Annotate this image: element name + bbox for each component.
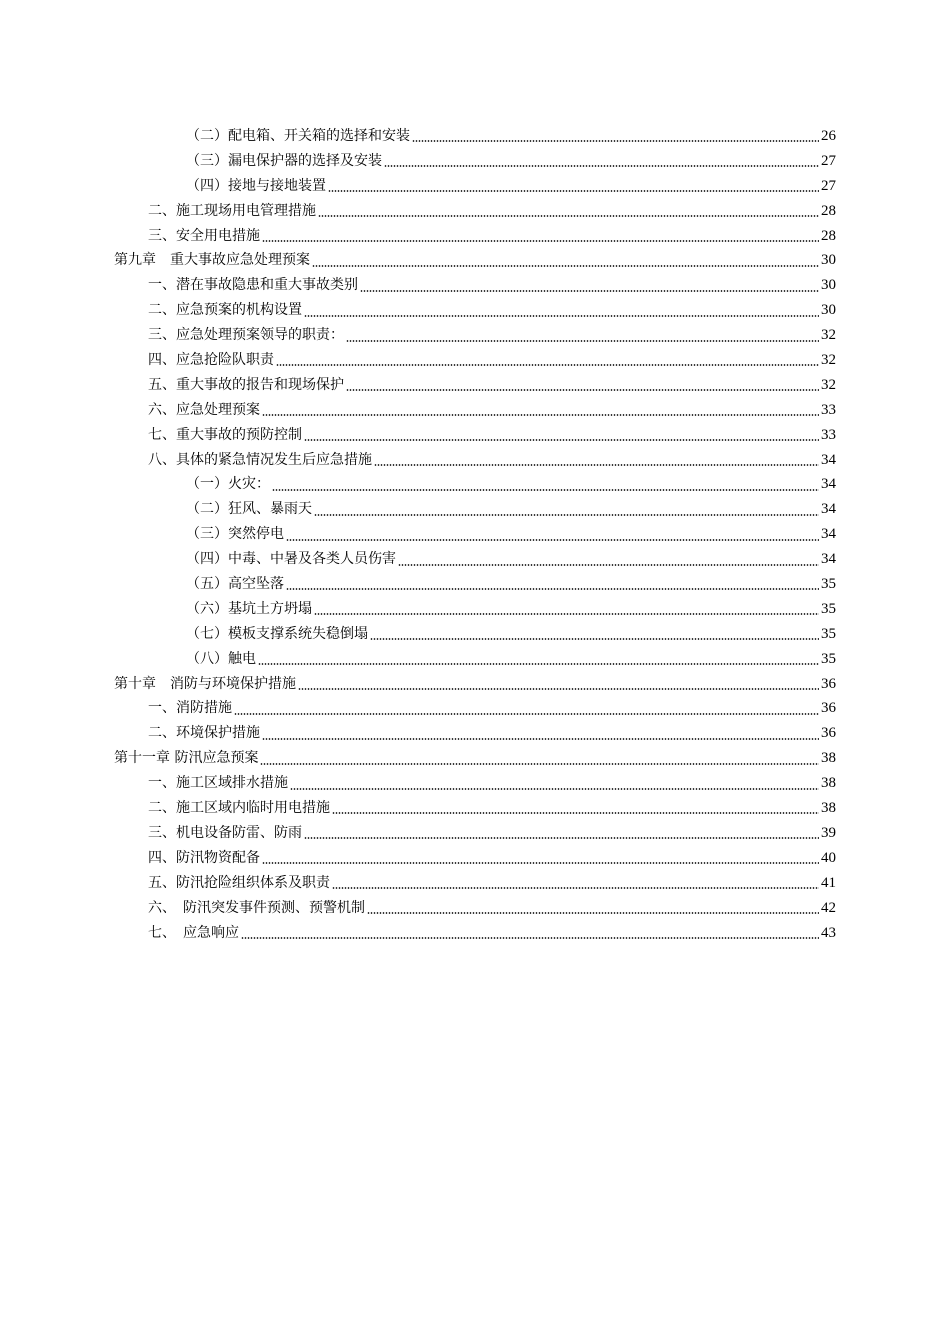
dot-leader (262, 738, 819, 740)
dot-leader (332, 812, 819, 814)
toc-entry-title: 五、防汛抢险组织体系及职责 (148, 871, 330, 896)
toc-entry-title: 二、施工现场用电管理措施 (148, 199, 316, 224)
toc-entry-title: （六）基坑土方坍塌 (186, 597, 312, 622)
dot-leader (398, 564, 819, 566)
toc-entry-page-number: 32 (821, 352, 836, 369)
toc-entry-page-number: 27 (821, 177, 836, 194)
dot-leader (314, 514, 819, 516)
toc-entry[interactable] (0, 696, 950, 721)
toc-entry[interactable] (0, 497, 950, 522)
toc-entry-page-number: 34 (821, 451, 836, 468)
toc-entry[interactable] (0, 174, 950, 199)
dot-leader (332, 887, 819, 889)
toc-entry[interactable] (0, 746, 950, 771)
toc-entry-page-number: 34 (821, 526, 836, 543)
toc-entry-title: 六、 防汛突发事件预测、预警机制 (148, 896, 365, 921)
toc-entry[interactable] (0, 846, 950, 871)
dot-leader (276, 364, 819, 366)
toc-entry-title: 三、安全用电措施 (148, 224, 260, 249)
dot-leader (298, 688, 819, 690)
toc-entry[interactable] (0, 622, 950, 647)
toc-entry[interactable] (0, 796, 950, 821)
toc-entry-page-number: 35 (821, 625, 836, 642)
dot-leader (258, 663, 819, 665)
toc-entry-title: 四、防汛物资配备 (148, 846, 260, 871)
dot-leader (328, 190, 819, 192)
dot-leader (262, 862, 819, 864)
dot-leader (384, 165, 819, 167)
toc-entry-page-number: 34 (821, 501, 836, 518)
toc-entry-title: （四）接地与接地装置 (186, 174, 326, 199)
dot-leader (234, 713, 819, 715)
toc-entry-title: 二、应急预案的机构设置 (148, 298, 302, 323)
toc-entry[interactable] (0, 248, 950, 273)
toc-entry-page-number: 33 (821, 426, 836, 443)
toc-entry-page-number: 40 (821, 849, 836, 866)
toc-entry[interactable] (0, 199, 950, 224)
dot-leader (304, 439, 819, 441)
toc-entry-page-number: 33 (821, 401, 836, 418)
toc-entry[interactable] (0, 572, 950, 597)
toc-entry[interactable] (0, 323, 950, 348)
toc-entry[interactable] (0, 298, 950, 323)
toc-entry[interactable] (0, 373, 950, 398)
dot-leader (367, 912, 819, 914)
toc-entry-title: 七、重大事故的预防控制 (148, 423, 302, 448)
toc-entry[interactable] (0, 472, 950, 497)
toc-entry[interactable] (0, 149, 950, 174)
toc-entry-page-number: 42 (821, 899, 836, 916)
toc-entry[interactable] (0, 921, 950, 946)
dot-leader (346, 389, 819, 391)
dot-leader (304, 837, 819, 839)
toc-entry[interactable] (0, 871, 950, 896)
toc-entry-title: 一、潜在事故隐患和重大事故类别 (148, 273, 358, 298)
toc-entry-title: 四、应急抢险队职责 (148, 348, 274, 373)
dot-leader (312, 265, 819, 267)
toc-entry-page-number: 27 (821, 152, 836, 169)
toc-entry[interactable] (0, 771, 950, 796)
toc-entry-page-number: 34 (821, 551, 836, 568)
dot-leader (314, 613, 819, 615)
toc-entry-page-number: 35 (821, 576, 836, 593)
toc-entry-title: 第十一章 防汛应急预案 (114, 746, 258, 771)
toc-entry-page-number: 43 (821, 924, 836, 941)
toc-entry-title: （二）狂风、暴雨天 (186, 497, 312, 522)
toc-entry-title: （三）突然停电 (186, 522, 284, 547)
dot-leader (286, 588, 819, 590)
toc-entry[interactable] (0, 896, 950, 921)
toc-entry-title: （四）中毒、中暑及各类人员伤害 (186, 547, 396, 572)
toc-entry-page-number: 28 (821, 202, 836, 219)
toc-entry-title: 一、消防措施 (148, 696, 232, 721)
toc-entry-title: 三、机电设备防雷、防雨 (148, 821, 302, 846)
dot-leader (370, 638, 819, 640)
toc-entry-title: 二、环境保护措施 (148, 721, 260, 746)
toc-entry[interactable] (0, 423, 950, 448)
toc-entry-page-number: 30 (821, 252, 836, 269)
toc-entry[interactable] (0, 597, 950, 622)
dot-leader (272, 489, 819, 491)
dot-leader (346, 340, 819, 342)
toc-entry-title: 七、 应急响应 (148, 921, 239, 946)
dot-leader (290, 788, 819, 790)
toc-entry-page-number: 34 (821, 476, 836, 493)
toc-entry[interactable] (0, 273, 950, 298)
toc-entry-page-number: 36 (821, 675, 836, 692)
toc-entry-title: （二）配电箱、开关箱的选择和安装 (186, 124, 410, 149)
toc-entry-page-number: 35 (821, 600, 836, 617)
toc-entry-title: （七）模板支撑系统失稳倒塌 (186, 622, 368, 647)
toc-entry-title: （八）触电 (186, 647, 256, 672)
dot-leader (360, 290, 819, 292)
toc-entry[interactable] (0, 398, 950, 423)
toc-entry-title: （一）火灾： (186, 472, 270, 497)
toc-entry-page-number: 26 (821, 128, 836, 144)
toc-entry-title: 八、具体的紧急情况发生后应急措施 (148, 448, 372, 473)
toc-entry-page-number: 28 (821, 227, 836, 244)
toc-entry-page-number: 36 (821, 725, 836, 742)
dot-leader (286, 539, 819, 541)
toc-entry-page-number: 32 (821, 327, 836, 344)
toc-entry[interactable] (0, 348, 950, 373)
toc-entry-title: （三）漏电保护器的选择及安装 (186, 149, 382, 174)
toc-entry-page-number: 30 (821, 277, 836, 294)
toc-entry[interactable] (0, 522, 950, 547)
toc-entry[interactable] (0, 672, 950, 697)
toc-entry-page-number: 36 (821, 700, 836, 717)
toc-entry-page-number: 35 (821, 650, 836, 667)
toc-entry[interactable] (0, 721, 950, 746)
toc-entry-title: 第九章 重大事故应急处理预案 (114, 248, 310, 273)
dot-leader (262, 414, 819, 416)
toc-entry[interactable] (0, 821, 950, 846)
toc-entry-page-number: 38 (821, 750, 836, 767)
toc-entry-title: （五）高空坠落 (186, 572, 284, 597)
toc-entry[interactable] (0, 124, 950, 149)
toc-entry[interactable] (0, 647, 950, 672)
dot-leader (318, 215, 819, 217)
toc-entry-title: 五、重大事故的报告和现场保护 (148, 373, 344, 398)
toc-entry-title: 一、施工区域排水措施 (148, 771, 288, 796)
dot-leader (304, 315, 819, 317)
toc-entry[interactable] (0, 547, 950, 572)
dot-leader (262, 240, 819, 242)
toc-entry-page-number: 41 (821, 874, 836, 891)
dot-leader (374, 464, 819, 466)
toc-entry-title: 六、应急处理预案 (148, 398, 260, 423)
toc-entry-page-number: 38 (821, 800, 836, 817)
dot-leader (412, 140, 819, 142)
toc-entry-title: 二、施工区域内临时用电措施 (148, 796, 330, 821)
toc-entry-page-number: 30 (821, 302, 836, 319)
dot-leader (260, 763, 819, 765)
toc-entry-title: 三、应急处理预案领导的职责： (148, 323, 344, 348)
toc-entry-page-number: 38 (821, 775, 836, 792)
table-of-contents (0, 124, 950, 945)
toc-entry-page-number: 39 (821, 824, 836, 841)
toc-entry-page-number: 32 (821, 376, 836, 393)
toc-entry[interactable] (0, 448, 950, 473)
toc-entry[interactable] (0, 224, 950, 249)
toc-entry-title: 第十章 消防与环境保护措施 (114, 672, 296, 697)
dot-leader (241, 937, 819, 939)
